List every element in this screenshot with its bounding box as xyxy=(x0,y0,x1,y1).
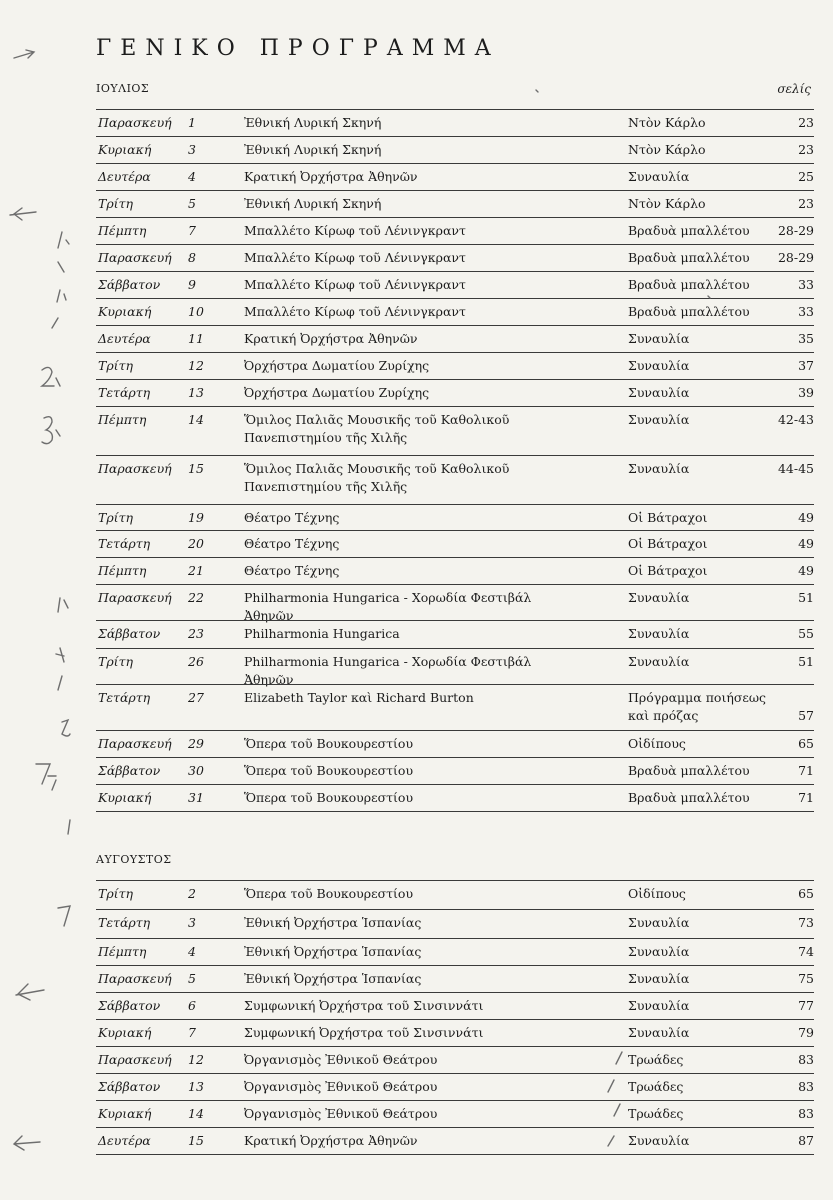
page-number-cell: 77 xyxy=(798,998,814,1013)
event-cell: Ὀρχήστρα Δωματίου Ζυρίχης xyxy=(244,385,430,400)
schedule-row xyxy=(96,1019,814,1046)
weekday-cell: Σάββατον xyxy=(98,1079,161,1094)
date-cell: 27 xyxy=(188,690,204,705)
date-cell: 6 xyxy=(188,998,196,1013)
weekday-cell: Τρίτη xyxy=(98,196,133,211)
event-cell: Ὅπερα τοῦ Βουκουρεστίου xyxy=(244,763,414,778)
weekday-cell: Πέμπτη xyxy=(98,944,147,959)
weekday-cell: Σάββατον xyxy=(98,763,161,778)
date-cell: 2 xyxy=(188,886,196,901)
event-cell: Συμφωνική Ὀρχήστρα τοῦ Σινσιννάτι xyxy=(244,1025,484,1040)
weekday-cell: Παρασκευή xyxy=(98,736,172,751)
weekday-cell: Παρασκευή xyxy=(98,461,172,476)
margin-arrow-mark xyxy=(16,984,44,1000)
margin-number-mark xyxy=(42,367,60,386)
page-number-cell: 83 xyxy=(798,1052,814,1067)
program-cell: Συναυλία xyxy=(628,169,690,184)
event-cell: Ἀθηνῶν xyxy=(244,608,294,623)
schedule-row xyxy=(96,406,814,455)
program-cell: Ντὸν Κάρλο xyxy=(628,196,706,211)
weekday-cell: Παρασκευή xyxy=(98,115,172,130)
program-cell: Συναυλία xyxy=(628,461,690,476)
page-number-cell: 23 xyxy=(798,196,814,211)
page-number-cell: 74 xyxy=(798,944,814,959)
event-cell: Ὀργανισμὸς Ἐθνικοῦ Θεάτρου xyxy=(244,1079,438,1094)
event-cell: Συμφωνική Ὀρχήστρα τοῦ Σινσιννάτι xyxy=(244,998,484,1013)
page-number-cell: 49 xyxy=(798,510,814,525)
date-cell: 4 xyxy=(188,944,196,959)
event-cell: Ὀργανισμὸς Ἐθνικοῦ Θεάτρου xyxy=(244,1052,438,1067)
schedule-row xyxy=(96,244,814,271)
date-cell: 10 xyxy=(188,304,204,319)
program-cell: Τρωάδες xyxy=(628,1079,684,1094)
event-cell: Κρατική Ὀρχήστρα Ἀθηνῶν xyxy=(244,169,418,184)
weekday-cell: Σάββατον xyxy=(98,626,161,641)
weekday-cell: Τετάρτη xyxy=(98,536,151,551)
event-cell: Ἐθνική Ὀρχήστρα Ἱσπανίας xyxy=(244,944,422,959)
weekday-cell: Τρίτη xyxy=(98,886,133,901)
date-cell: 14 xyxy=(188,412,204,427)
event-cell: Ἐθνική Λυρική Σκηνή xyxy=(244,196,382,211)
program-cell: Βραδυὰ μπαλλέτου xyxy=(628,223,750,238)
margin-arrow-mark xyxy=(14,50,34,58)
program-cell: Οἱ Βάτραχοι xyxy=(628,563,708,578)
page-number-cell: 65 xyxy=(798,736,814,751)
date-cell: 12 xyxy=(188,358,204,373)
schedule-row xyxy=(96,1127,814,1155)
weekday-cell: Πέμπτη xyxy=(98,563,147,578)
schedule-row xyxy=(96,379,814,406)
date-cell: 3 xyxy=(188,915,196,930)
margin-number-mark xyxy=(58,906,70,926)
program-cell: Τρωάδες xyxy=(628,1052,684,1067)
date-cell: 20 xyxy=(188,536,204,551)
program-cell: Οἱ Βάτραχοι xyxy=(628,536,708,551)
program-cell: Συναυλία xyxy=(628,590,690,605)
page-number-cell: 75 xyxy=(798,971,814,986)
program-cell: Συναυλία xyxy=(628,626,690,641)
date-cell: 22 xyxy=(188,590,204,605)
weekday-cell: Κυριακή xyxy=(98,1106,152,1121)
schedule-row xyxy=(96,584,814,623)
program-cell: Βραδυὰ μπαλλέτου xyxy=(628,277,750,292)
date-cell: 26 xyxy=(188,654,204,669)
schedule-table xyxy=(96,109,814,812)
weekday-cell: Κυριακή xyxy=(98,790,152,805)
event-cell: Ἐθνική Λυρική Σκηνή xyxy=(244,115,382,130)
date-cell: 15 xyxy=(188,461,204,476)
page-number-cell: 23 xyxy=(798,115,814,130)
page-number-cell: 44-45 xyxy=(777,461,814,476)
event-cell: Ἐθνική Ὀρχήστρα Ἱσπανίας xyxy=(244,915,422,930)
schedule-row xyxy=(96,190,814,217)
schedule-row xyxy=(96,298,814,325)
schedule-row xyxy=(96,1100,814,1127)
date-cell: 11 xyxy=(188,331,204,346)
weekday-cell: Παρασκευή xyxy=(98,1052,172,1067)
page-number-cell: 57 xyxy=(798,708,814,723)
page-number-cell: 83 xyxy=(798,1106,814,1121)
event-cell: Κρατική Ὀρχήστρα Ἀθηνῶν xyxy=(244,331,418,346)
event-cell: Πανεπιστημίου τῆς Χιλῆς xyxy=(244,479,408,494)
event-cell: Πανεπιστημίου τῆς Χιλῆς xyxy=(244,430,408,445)
date-cell: 9 xyxy=(188,277,196,292)
page-number-cell: 28-29 xyxy=(777,250,814,265)
date-cell: 23 xyxy=(188,626,204,641)
event-cell: Μπαλλέτο Κίρωφ τοῦ Λένινγκραντ xyxy=(244,223,466,238)
event-cell: Elizabeth Taylor καὶ Richard Burton xyxy=(244,690,474,705)
event-cell: Ἐθνική Λυρική Σκηνή xyxy=(244,142,382,157)
event-cell: Philharmonia Hungarica - Χορωδία Φεστιβάλ xyxy=(244,654,532,669)
margin-number-mark xyxy=(42,417,60,444)
event-cell: Ἀθηνῶν xyxy=(244,672,294,687)
date-cell: 30 xyxy=(188,763,204,778)
program-cell: Συναυλία xyxy=(628,385,690,400)
margin-arrow-mark xyxy=(10,208,36,220)
weekday-cell: Δευτέρα xyxy=(98,331,151,346)
page-number-cell: 65 xyxy=(798,886,814,901)
program-cell: Συναυλία xyxy=(628,1133,690,1148)
schedule-row xyxy=(96,730,814,757)
schedule-row xyxy=(96,109,814,136)
date-cell: 19 xyxy=(188,510,204,525)
event-cell: Θέατρο Τέχνης xyxy=(244,510,340,525)
schedule-row xyxy=(96,163,814,190)
schedule-row xyxy=(96,880,814,909)
weekday-cell: Σάββατον xyxy=(98,998,161,1013)
schedule-row xyxy=(96,992,814,1019)
schedule-row xyxy=(96,325,814,352)
program-cell: Συναυλία xyxy=(628,971,690,986)
schedule-table xyxy=(96,880,814,1155)
date-cell: 1 xyxy=(188,115,196,130)
margin-tick-mark xyxy=(57,290,66,302)
page-number-cell: 71 xyxy=(798,763,814,778)
schedule-row xyxy=(96,684,814,730)
date-cell: 4 xyxy=(188,169,196,184)
event-cell: Ὅπερα τοῦ Βουκουρεστίου xyxy=(244,790,414,805)
margin-tick-mark xyxy=(58,232,69,248)
schedule-row xyxy=(96,271,814,298)
weekday-cell: Κυριακή xyxy=(98,304,152,319)
program-cell: Συναυλία xyxy=(628,1025,690,1040)
margin-tick-mark xyxy=(58,598,68,612)
schedule-row xyxy=(96,557,814,584)
page-number-cell: 33 xyxy=(798,277,814,292)
event-cell: Ὀρχήστρα Δωματίου Ζυρίχης xyxy=(244,358,430,373)
margin-tick-mark xyxy=(58,262,64,272)
page-number-cell: 35 xyxy=(798,331,814,346)
page-number-cell: 49 xyxy=(798,563,814,578)
schedule-row xyxy=(96,757,814,784)
schedule-row xyxy=(96,1073,814,1100)
date-cell: 12 xyxy=(188,1052,204,1067)
weekday-cell: Τετάρτη xyxy=(98,915,151,930)
program-cell: Συναυλία xyxy=(628,331,690,346)
weekday-cell: Κυριακή xyxy=(98,142,152,157)
schedule-row xyxy=(96,648,814,687)
schedule-row xyxy=(96,455,814,504)
event-cell: Μπαλλέτο Κίρωφ τοῦ Λένινγκραντ xyxy=(244,277,466,292)
program-cell: Συναυλία xyxy=(628,412,690,427)
program-cell: Συναυλία xyxy=(628,915,690,930)
date-cell: 5 xyxy=(188,971,196,986)
program-cell: Τρωάδες xyxy=(628,1106,684,1121)
weekday-cell: Τρίτη xyxy=(98,654,133,669)
month-heading: ΙΟΥΛΙΟΣ xyxy=(96,82,150,95)
schedule-row xyxy=(96,1046,814,1073)
event-cell: Θέατρο Τέχνης xyxy=(244,563,340,578)
program-cell: Βραδυὰ μπαλλέτου xyxy=(628,763,750,778)
program-cell: Συναυλία xyxy=(628,358,690,373)
margin-arrow-mark xyxy=(14,1136,40,1150)
pages-column-header: σελίς xyxy=(777,82,811,96)
date-cell: 31 xyxy=(188,790,204,805)
date-cell: 13 xyxy=(188,1079,204,1094)
page-number-cell: 73 xyxy=(798,915,814,930)
event-cell: Ὅπερα τοῦ Βουκουρεστίου xyxy=(244,886,414,901)
weekday-cell: Πέμπτη xyxy=(98,412,147,427)
event-cell: Κρατική Ὀρχήστρα Ἀθηνῶν xyxy=(244,1133,418,1148)
weekday-cell: Παρασκευή xyxy=(98,590,172,605)
weekday-cell: Σάββατον xyxy=(98,277,161,292)
program-cell: Συναυλία xyxy=(628,944,690,959)
date-cell: 29 xyxy=(188,736,204,751)
program-cell: Βραδυὰ μπαλλέτου xyxy=(628,250,750,265)
margin-tick-mark xyxy=(58,676,62,690)
event-cell: Ὅμιλος Παλιᾶς Μουσικῆς τοῦ Καθολικοῦ xyxy=(244,461,510,476)
date-cell: 15 xyxy=(188,1133,204,1148)
event-cell: Philharmonia Hungarica - Χορωδία Φεστιβάλ xyxy=(244,590,532,605)
program-cell: Συναυλία xyxy=(628,654,690,669)
page-number-cell: 42-43 xyxy=(777,412,814,427)
event-cell: Ὅμιλος Παλιᾶς Μουσικῆς τοῦ Καθολικοῦ xyxy=(244,412,510,427)
weekday-cell: Παρασκευή xyxy=(98,971,172,986)
weekday-cell: Κυριακή xyxy=(98,1025,152,1040)
event-cell: Ὅπερα τοῦ Βουκουρεστίου xyxy=(244,736,414,751)
schedule-row xyxy=(96,136,814,163)
weekday-cell: Τετάρτη xyxy=(98,690,151,705)
program-cell: Ντὸν Κάρλο xyxy=(628,115,706,130)
page-number-cell: 79 xyxy=(798,1025,814,1040)
event-cell: Μπαλλέτο Κίρωφ τοῦ Λένινγκραντ xyxy=(244,304,466,319)
pencil-dot-mark xyxy=(536,90,538,92)
date-cell: 13 xyxy=(188,385,204,400)
date-cell: 21 xyxy=(188,563,204,578)
page-number-cell: 87 xyxy=(798,1133,814,1148)
page-number-cell: 28-29 xyxy=(777,223,814,238)
month-heading: ΑΥΓΟΥΣΤΟΣ xyxy=(96,853,172,866)
date-cell: 7 xyxy=(188,223,196,238)
page-number-cell: 49 xyxy=(798,536,814,551)
program-cell: Οἰδίπους xyxy=(628,886,686,901)
weekday-cell: Παρασκευή xyxy=(98,250,172,265)
page-number-cell: 39 xyxy=(798,385,814,400)
schedule-row xyxy=(96,784,814,812)
page-number-cell: 83 xyxy=(798,1079,814,1094)
page-number-cell: 37 xyxy=(798,358,814,373)
weekday-cell: Τρίτη xyxy=(98,358,133,373)
event-cell: Ὀργανισμὸς Ἐθνικοῦ Θεάτρου xyxy=(244,1106,438,1121)
program-cell: καὶ πρόζας xyxy=(628,708,699,723)
page-number-cell: 51 xyxy=(798,590,814,605)
event-cell: Μπαλλέτο Κίρωφ τοῦ Λένινγκραντ xyxy=(244,250,466,265)
weekday-cell: Τρίτη xyxy=(98,510,133,525)
schedule-row xyxy=(96,504,814,530)
schedule-row xyxy=(96,620,814,648)
date-cell: 7 xyxy=(188,1025,196,1040)
schedule-row xyxy=(96,352,814,379)
event-cell: Θέατρο Τέχνης xyxy=(244,536,340,551)
margin-tick-mark xyxy=(52,318,58,328)
weekday-cell: Τετάρτη xyxy=(98,385,151,400)
page-number-cell: 55 xyxy=(798,626,814,641)
program-cell: Οἱ Βάτραχοι xyxy=(628,510,708,525)
program-cell: Οἰδίπους xyxy=(628,736,686,751)
schedule-row xyxy=(96,938,814,965)
schedule-row xyxy=(96,909,814,938)
program-cell: Βραδυὰ μπαλλέτου xyxy=(628,790,750,805)
date-cell: 3 xyxy=(188,142,196,157)
weekday-cell: Πέμπτη xyxy=(98,223,147,238)
schedule-row xyxy=(96,965,814,992)
page-number-cell: 25 xyxy=(798,169,814,184)
schedule-row xyxy=(96,217,814,244)
event-cell: Philharmonia Hungarica xyxy=(244,626,400,641)
margin-number-mark xyxy=(62,720,70,736)
margin-tick-mark xyxy=(68,820,70,834)
margin-number-mark xyxy=(36,764,56,790)
weekday-cell: Δευτέρα xyxy=(98,169,151,184)
date-cell: 8 xyxy=(188,250,196,265)
program-cell: Βραδυὰ μπαλλέτου xyxy=(628,304,750,319)
program-cell: Ντὸν Κάρλο xyxy=(628,142,706,157)
event-cell: Ἐθνική Ὀρχήστρα Ἱσπανίας xyxy=(244,971,422,986)
page-title: ΓΕΝΙΚΟ ΠΡΟΓΡΑΜΜΑ xyxy=(96,36,500,61)
page-number-cell: 33 xyxy=(798,304,814,319)
weekday-cell: Δευτέρα xyxy=(98,1133,151,1148)
page-number-cell: 71 xyxy=(798,790,814,805)
program-cell: Συναυλία xyxy=(628,998,690,1013)
margin-tick-mark xyxy=(56,648,64,662)
page-number-cell: 51 xyxy=(798,654,814,669)
schedule-row xyxy=(96,530,814,557)
date-cell: 5 xyxy=(188,196,196,211)
date-cell: 14 xyxy=(188,1106,204,1121)
page-number-cell: 23 xyxy=(798,142,814,157)
program-cell: Πρόγραμμα ποιήσεως xyxy=(628,690,767,705)
